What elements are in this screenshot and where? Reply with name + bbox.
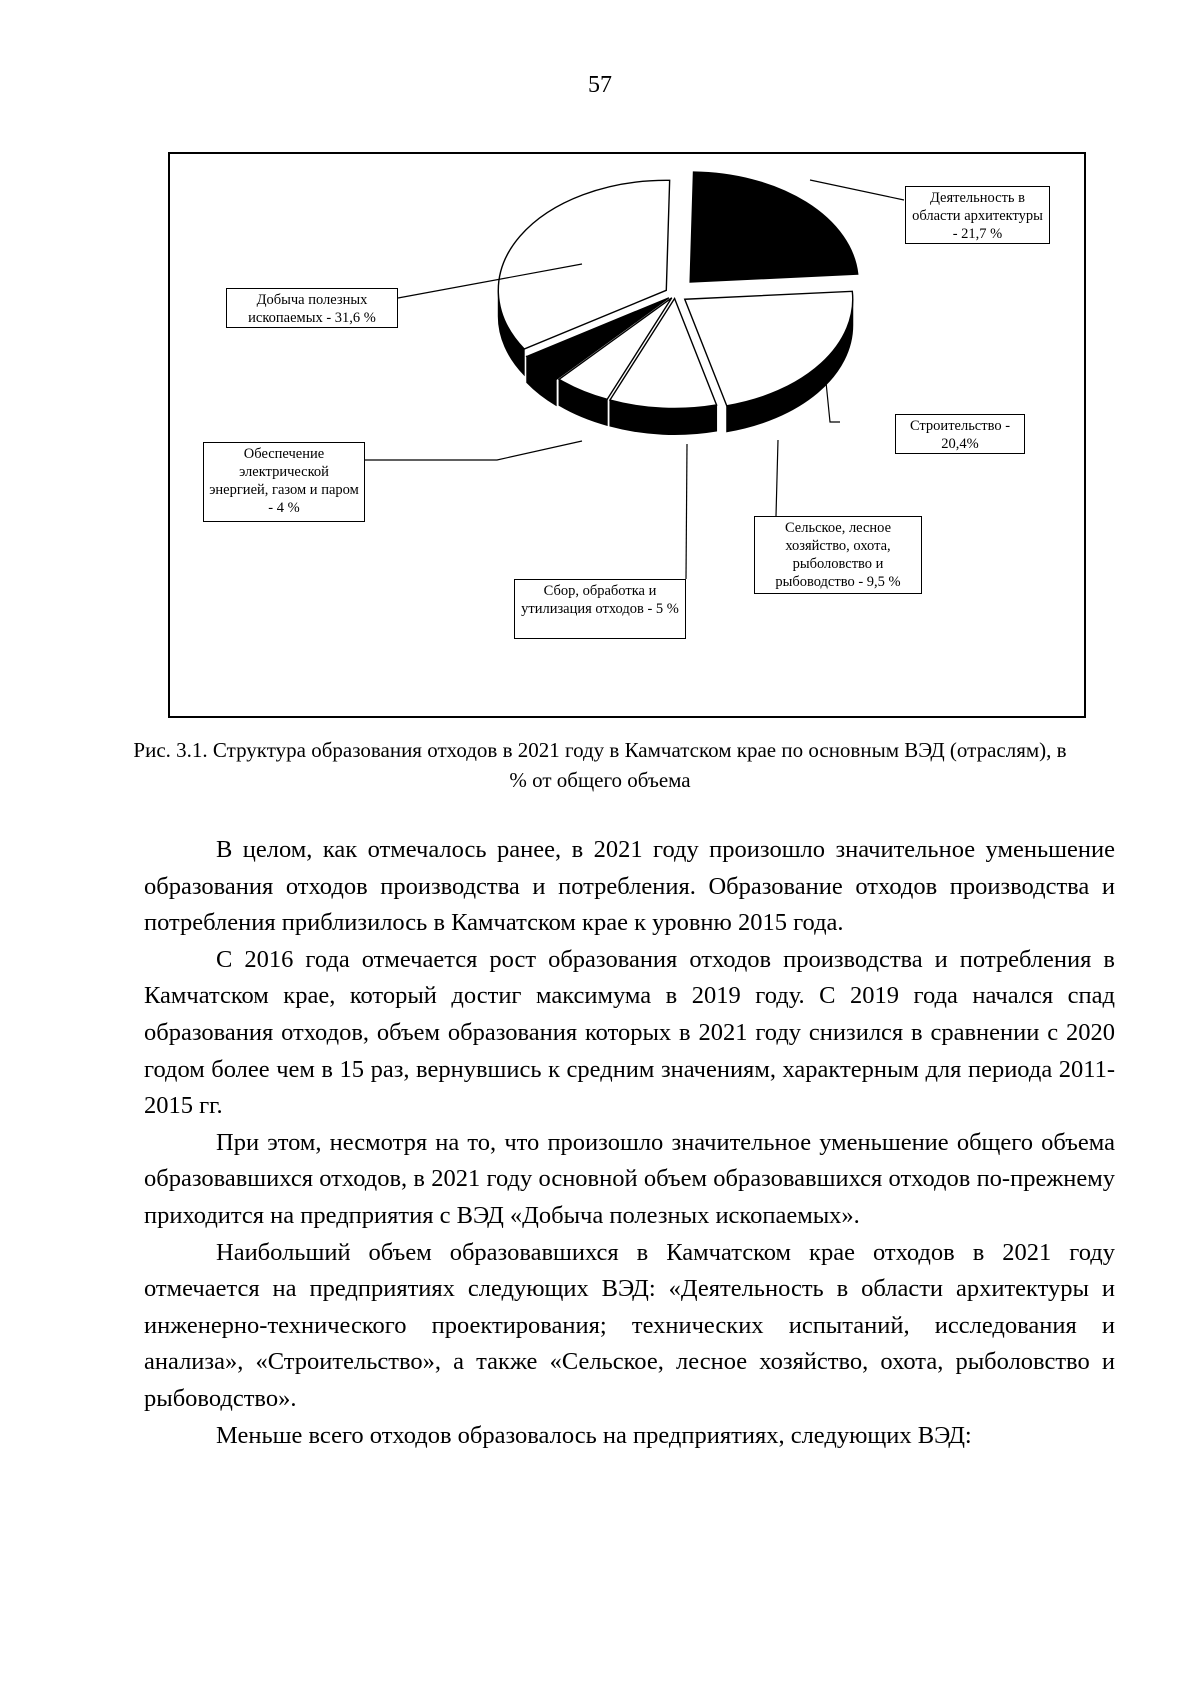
body-text — [144, 832, 1115, 1454]
leader-line-construction — [826, 382, 840, 422]
label-mining: Добыча полезных ископаемых - 31,6 % — [226, 288, 398, 328]
pie-slice-arch — [690, 172, 858, 282]
leader-line-arch — [810, 180, 904, 200]
paragraph: С 2016 года отмечается рост образования отходов производства и потребления в Камчатском крае, который достиг максимума в 2019 году. С 2019 года начался спад образования отходов, объем образования которых в 2021 году снизился в сравнении с 2020 годом более чем в 15 раз, вернувшись к средним значениям, характерным для периода 2011-2015 гг. — [144, 945, 1115, 1120]
label-construction: Строительство - 20,4% — [895, 414, 1025, 454]
paragraph: Наибольший объем образовавшихся в Камчатском крае отходов в 2021 году отмечается на предприятиях следующих ВЭД: «Деятельность в области архитектуры и инженерно-технического проектирования; технических испытаний, исследования и анализа», «Строительство», а также «Сельское, лесное хозяйство, охота, рыболовство и рыбоводство». — [144, 1238, 1115, 1412]
leader-line-agri — [776, 440, 778, 516]
label-arch: Деятельность в области архитектуры - 21,7 % — [905, 186, 1050, 244]
label-waste: Сбор, обработка и утилизация отходов - 5 % — [514, 579, 686, 639]
label-agri: Сельское, лесное хозяйство, охота, рыболовство и рыбоводство - 9,5 % — [754, 516, 922, 594]
leader-line-waste — [686, 444, 687, 579]
page-number: 57 — [588, 72, 612, 98]
leader-line-energy — [365, 441, 582, 460]
paragraph: Меньше всего отходов образовалось на предприятиях, следующих ВЭД: — [216, 1421, 972, 1449]
pie-chart-frame — [168, 152, 1086, 718]
paragraph: В целом, как отмечалось ранее, в 2021 году произошло значительное уменьшение образования отходов производства и потребления. Образование отходов производства и потребления приблизилось в Камчатском крае к уровню 2015 года. — [144, 836, 1115, 937]
paragraph: При этом, несмотря на то, что произошло значительное уменьшение общего объема образовавшихся отходов, в 2021 году основной объем образовавшихся отходов по-прежнему приходится на предприятия с ВЭД «Добыча полезных ископаемых». — [144, 1128, 1115, 1229]
label-energy: Обеспечение электрической энергией, газом и паром - 4 % — [203, 442, 365, 522]
figure-caption: Рис. 3.1. Структура образования отходов в 2021 году в Камчатском крае по основным ВЭД (отраслям), в % от общего объема — [133, 738, 1067, 792]
